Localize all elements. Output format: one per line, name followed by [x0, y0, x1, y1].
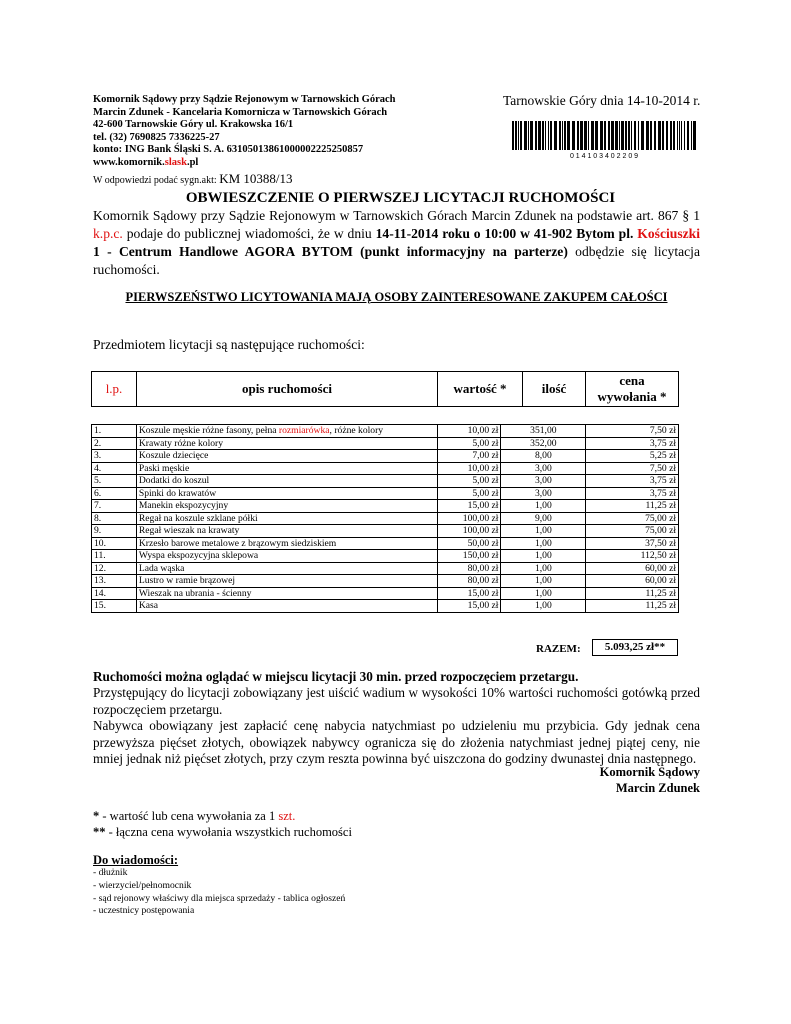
barcode-bar [559, 121, 561, 150]
cell-description: Paski męskie [136, 462, 437, 475]
barcode-bar [631, 121, 632, 150]
barcode-bar [670, 121, 672, 150]
cell-price: 5,25 zł [586, 450, 679, 463]
barcode-bar [608, 121, 610, 150]
barcode-bar [693, 121, 696, 150]
table-row [92, 475, 679, 488]
list-item: - uczestnicy postępowania [93, 905, 195, 917]
barcode-bar [572, 121, 575, 150]
cell-value: 10,00 zł [437, 425, 501, 438]
cell-price: 112,50 zł [586, 550, 679, 563]
cell-number: 3. [92, 450, 137, 463]
barcode-bar [638, 121, 639, 150]
cell-number: 14. [92, 587, 137, 600]
cell-number: 15. [92, 600, 137, 613]
barcode-bar [528, 121, 529, 150]
table-row [92, 550, 679, 563]
barcode-bar [679, 121, 680, 150]
list-item: - dłużnik [93, 867, 128, 878]
cell-value: 15,00 zł [437, 600, 501, 613]
header-line: Komornik Sądowy przy Sądzie Rejonowym w Tarnowskich Górach [93, 94, 396, 105]
signature-title: Komornik Sądowy [599, 765, 700, 779]
cell-description: Krawaty różne kolory [136, 437, 437, 450]
place-date: Tarnowskie Góry dnia 14-10-2014 r. [503, 93, 701, 108]
cell-quantity: 8,00 [501, 450, 586, 463]
cell-number: 7. [92, 500, 137, 513]
total-value: 5.093,25 zł** [592, 639, 678, 656]
header-line: konto: ING Bank Śląski S. A. 63105013861000002225250857 [93, 144, 364, 156]
items-table [91, 424, 679, 613]
cell-value: 50,00 zł [437, 537, 501, 550]
barcode-bar [687, 121, 689, 150]
barcode-bar [595, 121, 598, 150]
table-row [92, 600, 679, 613]
header-line: tel. (32) 7690825 7336225-27 [93, 131, 220, 143]
barcode-bar [580, 121, 583, 150]
barcode-bar [681, 121, 682, 150]
header-quantity: ilość [523, 372, 586, 407]
distribution-list [93, 867, 345, 918]
barcode-bar [628, 121, 630, 150]
viewing-info: Ruchomości można oglądać w miejscu licytacji 30 min. przed rozpoczęciem przetargu. [93, 669, 579, 684]
barcode-bar [634, 121, 636, 150]
table-row [92, 575, 679, 588]
cell-description: Regał na koszule szklane półki [136, 512, 437, 525]
cell-value: 7,00 zł [437, 450, 501, 463]
barcode-bar [545, 121, 546, 150]
cell-price: 11,25 zł [586, 600, 679, 613]
distribution-title: Do wiadomości: [93, 853, 179, 867]
header-description: opis ruchomości [137, 372, 438, 407]
header-value: wartość * [438, 372, 523, 407]
cell-number: 12. [92, 562, 137, 575]
barcode-bar [577, 121, 579, 150]
cell-quantity: 3,00 [501, 487, 586, 500]
header-lp: l.p. [92, 372, 137, 407]
cell-number: 2. [92, 437, 137, 450]
barcode-bar [512, 121, 514, 150]
signature [600, 764, 700, 796]
cell-quantity: 352,00 [501, 437, 586, 450]
table-row [92, 587, 679, 600]
cell-number: 1. [92, 425, 137, 438]
barcode-bar [677, 121, 678, 150]
barcode-bar [542, 121, 544, 150]
cell-price: 75,00 zł [586, 525, 679, 538]
cell-quantity: 9,00 [501, 512, 586, 525]
table-row [92, 450, 679, 463]
cell-quantity: 1,00 [501, 587, 586, 600]
table-row [92, 537, 679, 550]
cell-description: Spinki do krawatów [136, 487, 437, 500]
cell-price: 37,50 zł [586, 537, 679, 550]
cell-price: 75,00 zł [586, 512, 679, 525]
cell-value: 15,00 zł [437, 587, 501, 600]
footnote-2: ** - łączna cena wywołania wszystkich ruchomości [93, 825, 352, 839]
cell-price: 11,25 zł [586, 500, 679, 513]
barcode-bar [562, 121, 563, 150]
cell-description: Lustro w ramie brązowej [136, 575, 437, 588]
barcode-bar [641, 121, 644, 150]
barcode-bar [654, 121, 656, 150]
barcode-bar [684, 121, 685, 150]
cell-quantity: 1,00 [501, 525, 586, 538]
list-item: - sąd rejonowy właściwy dla miejsca sprzedaży - tablica ogłoszeń [93, 892, 346, 904]
case-reference-label: W odpowiedzi podać sygn.akt: [93, 175, 217, 186]
header-line: 42-600 Tarnowskie Góry ul. Krakowska 16/1 [93, 119, 294, 131]
barcode-bar [567, 121, 570, 150]
barcode-bar [691, 121, 692, 150]
cell-value: 15,00 zł [437, 500, 501, 513]
cell-quantity: 1,00 [501, 537, 586, 550]
cell-number: 8. [92, 512, 137, 525]
cell-description: Regał wieszak na krawaty [136, 525, 437, 538]
total-label: RAZEM: [536, 643, 581, 655]
barcode-bar [584, 121, 587, 150]
cell-value: 5,00 zł [437, 475, 501, 488]
barcode-bar [588, 121, 589, 150]
barcode-bar [530, 121, 533, 150]
barcode-bar [662, 121, 664, 150]
barcode-bar [564, 121, 566, 150]
barcode-bar [673, 121, 675, 150]
payment-info: Nabywca obowiązany jest zapłacić cenę nabycia natychmiast po udzieleniu mu przybicia. Gdy jednak cena przewyższa pięćset złotych, obowiązek nabywcy ogranicza się do złożenia natychmiast jednej piątej ceny, nie mniej jednak niż pięćset złotych, przy czym reszta powinna być uiszczona do godziny dwunastej dnia następnego. [93, 718, 700, 766]
cell-quantity: 3,00 [501, 462, 586, 475]
cell-description: Koszule męskie różne fasony, pełna rozmiarówka, różne kolory [136, 425, 437, 438]
cell-value: 5,00 zł [437, 487, 501, 500]
barcode-bar [520, 121, 522, 150]
cell-quantity: 3,00 [501, 475, 586, 488]
cell-value: 100,00 zł [437, 525, 501, 538]
barcode-bar [515, 121, 517, 150]
table-row [92, 562, 679, 575]
case-reference [93, 171, 293, 187]
barcode-bar [538, 121, 541, 150]
table-row [92, 437, 679, 450]
cell-description: Kasa [136, 600, 437, 613]
barcode-bar [591, 121, 594, 150]
barcode-bar [550, 121, 552, 150]
barcode-image [510, 121, 698, 159]
cell-quantity: 1,00 [501, 562, 586, 575]
table-header [91, 371, 679, 407]
cell-quantity: 1,00 [501, 575, 586, 588]
cell-value: 150,00 zł [437, 550, 501, 563]
barcode-bar [524, 121, 527, 150]
barcode-bar [611, 121, 614, 150]
cell-number: 10. [92, 537, 137, 550]
subject-line: Przedmiotem licytacji są następujące ruchomości: [93, 337, 365, 352]
cell-price: 7,50 zł [586, 425, 679, 438]
deposit-info: Przystępujący do licytacji zobowiązany jest uiścić wadium w wysokości 10% wartości ruchomości gotówką przed rozpoczęciem przetargu. [93, 685, 700, 717]
barcode-bar [646, 121, 649, 150]
cell-description: Wieszak na ubrania - ścienny [136, 587, 437, 600]
footnotes [93, 808, 352, 840]
cell-description: Lada wąska [136, 562, 437, 575]
cell-description: Wyspa ekspozycyjna sklepowa [136, 550, 437, 563]
cell-price: 60,00 zł [586, 575, 679, 588]
barcode-bar [518, 121, 519, 150]
cell-value: 100,00 zł [437, 512, 501, 525]
bailiff-header [93, 94, 395, 170]
table-row [92, 487, 679, 500]
notice-title: OBWIESZCZENIE O PIERWSZEJ LICYTACJI RUCHOMOŚCI [185, 190, 616, 206]
cell-value: 5,00 zł [437, 437, 501, 450]
barcode-bar [548, 121, 549, 150]
table-row [92, 425, 679, 438]
cell-description: Dodatki do koszul [136, 475, 437, 488]
barcode-bar [535, 121, 537, 150]
cell-value: 80,00 zł [437, 562, 501, 575]
cell-quantity: 351,00 [501, 425, 586, 438]
cell-description: Manekin ekspozycyjny [136, 500, 437, 513]
cell-price: 3,75 zł [586, 475, 679, 488]
intro-paragraph: Komornik Sądowy przy Sądzie Rejonowym w Tarnowskich Górach Marcin Zdunek na podstawie art. 867 § 1 k.p.c. podaje do publicznej wiadomości, że w dniu 14-11-2014 roku o 10:00 w 41-902 Bytom pl. Kościuszki 1 - Centrum Handlowe AGORA BYTOM (punkt informacyjny na parterze) odbędzie się licytacja ruchomości. [93, 208, 700, 277]
cell-price: 7,50 zł [586, 462, 679, 475]
barcode-bar [666, 121, 668, 150]
cell-value: 10,00 zł [437, 462, 501, 475]
table-row [92, 512, 679, 525]
priority-notice: PIERWSZEŃSTWO LICYTOWANIA MAJĄ OSOBY ZAINTERESOWANE ZAKUPEM CAŁOŚCI [125, 290, 668, 304]
case-reference-number: KM 10388/13 [219, 171, 293, 186]
cell-value: 80,00 zł [437, 575, 501, 588]
header-line: Marcin Zdunek - Kancelaria Komornicza w Tarnowskich Górach [93, 106, 388, 118]
table-row [92, 525, 679, 538]
table-row [92, 462, 679, 475]
table-row [92, 500, 679, 513]
barcode-bar [625, 121, 627, 150]
barcode-bar [554, 121, 557, 150]
footnote-1: * - wartość lub cena wywołania za 1 szt. [93, 809, 296, 823]
cell-number: 5. [92, 475, 137, 488]
barcode-bar [619, 121, 620, 150]
cell-number: 6. [92, 487, 137, 500]
cell-description: Koszule dziecięce [136, 450, 437, 463]
cell-quantity: 1,00 [501, 550, 586, 563]
barcode-bar [621, 121, 624, 150]
signature-name: Marcin Zdunek [615, 781, 700, 795]
barcode-bar [615, 121, 618, 150]
cell-price: 11,25 zł [586, 587, 679, 600]
barcode-bar [604, 121, 606, 150]
website-link[interactable]: www.komornik.slask.pl [93, 156, 199, 168]
cell-price: 3,75 zł [586, 437, 679, 450]
cell-price: 60,00 zł [586, 562, 679, 575]
cell-description: Krzesło barowe metalowe z brązowym siedziskiem [136, 537, 437, 550]
barcode-bar [658, 121, 661, 150]
header-price: cena wywołania * [586, 372, 679, 407]
cell-number: 4. [92, 462, 137, 475]
list-item: - wierzyciel/pełnomocnik [93, 879, 192, 891]
cell-price: 3,75 zł [586, 487, 679, 500]
cell-quantity: 1,00 [501, 500, 586, 513]
barcode-bar [600, 121, 603, 150]
barcode-digits: 0 1 4 1 0 3 4 0 2 2 0 9 [569, 153, 639, 159]
barcode-bar [650, 121, 652, 150]
cell-number: 13. [92, 575, 137, 588]
cell-number: 11. [92, 550, 137, 563]
cell-number: 9. [92, 525, 137, 538]
cell-quantity: 1,00 [501, 600, 586, 613]
